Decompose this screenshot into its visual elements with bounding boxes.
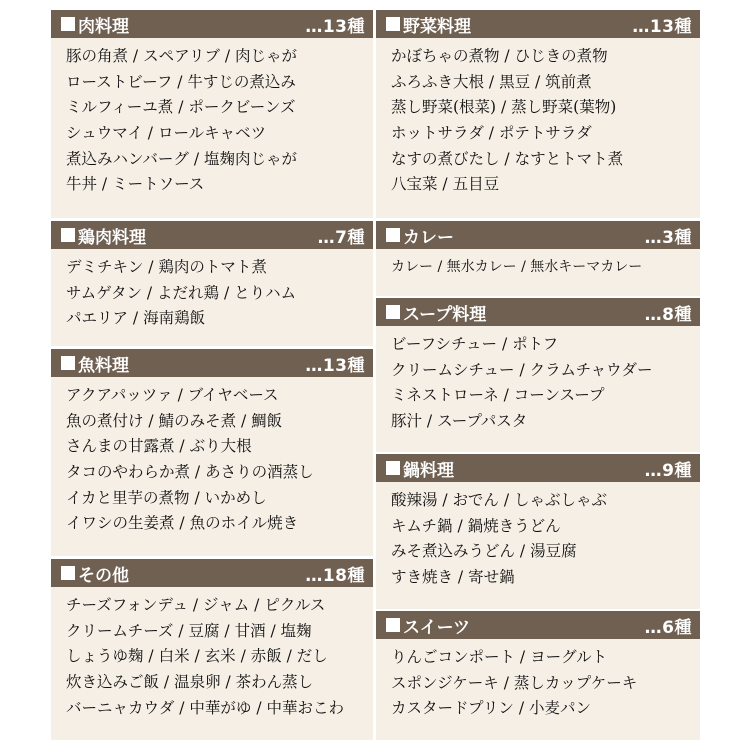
section-header <box>376 611 700 639</box>
section-header <box>376 10 700 38</box>
dish-line: すき焼き / 寄せ鍋 <box>391 568 515 587</box>
dish-line: チーズフォンデュ / ジャム / ピクルス <box>66 596 326 614</box>
dish-line: クリームシチュー / クラムチャウダー <box>391 360 653 379</box>
dish-line: 魚の煮付け / 鯖のみそ煮 / 鯛飯 <box>66 411 283 430</box>
section-count: …8種 <box>644 304 692 325</box>
section-header <box>51 349 373 377</box>
section-count: …13種 <box>632 16 692 37</box>
section-hotpot <box>376 454 700 609</box>
square-bullet-icon <box>386 618 400 632</box>
square-bullet-icon <box>61 566 75 580</box>
dish-line: イカと里芋の煮物 / いかめし <box>66 488 267 507</box>
dish-line: ミルフィーユ煮 / ポークビーンズ <box>66 98 296 117</box>
dish-line: ミネストローネ / コーンスープ <box>391 386 605 405</box>
dish-line: ふろふき大根 / 黒豆 / 筑前煮 <box>391 72 592 91</box>
section-title: 野菜料理 <box>403 16 471 37</box>
dish-line: 牛丼 / ミートソース <box>66 175 205 194</box>
section-curry <box>376 221 700 296</box>
section-header <box>51 221 373 249</box>
section-count: …6種 <box>644 617 692 638</box>
dish-line: イワシの生姜煮 / 魚のホイル焼き <box>66 514 299 533</box>
dish-line: キムチ鍋 / 鍋焼きうどん <box>391 516 561 535</box>
dish-line: りんごコンポート / ヨーグルト <box>391 648 608 666</box>
dish-line: デミチキン / 鶏肉のトマト煮 <box>66 258 267 276</box>
section-title: 鶏肉料理 <box>78 227 146 248</box>
section-vegetables <box>376 10 700 218</box>
dish-line: クリームチーズ / 豆腐 / 甘酒 / 塩麹 <box>66 621 312 640</box>
section-count: …3種 <box>644 227 692 248</box>
dish-line: サムゲタン / よだれ鶏 / とりハム <box>66 283 297 302</box>
dish-line: タコのやわらか煮 / あさりの酒蒸し <box>66 463 314 482</box>
section-title: 鍋料理 <box>403 460 454 481</box>
section-title: スイーツ <box>403 617 470 638</box>
section-chicken <box>51 221 373 346</box>
square-bullet-icon <box>386 461 400 475</box>
dish-line: 豚汁 / スープパスタ <box>391 412 528 431</box>
dish-line: バーニャカウダ / 中華がゆ / 中華おこわ <box>66 698 344 717</box>
section-count: …18種 <box>305 565 365 586</box>
dish-line: パエリア / 海南鶏飯 <box>66 309 206 328</box>
dish-line: シュウマイ / ロールキャベツ <box>66 124 267 143</box>
square-bullet-icon <box>386 305 400 319</box>
section-title: 魚料理 <box>78 355 129 376</box>
dish-line: しょうゆ麹 / 白米 / 玄米 / 赤飯 / だし <box>66 647 328 666</box>
dish-line: さんまの甘露煮 / ぶり大根 <box>66 437 252 456</box>
dish-line: ホットサラダ / ポテトサラダ <box>391 124 592 143</box>
dish-line: 蒸し野菜(根菜) / 蒸し野菜(葉物) <box>391 98 617 117</box>
section-other <box>51 559 373 740</box>
section-header <box>376 454 700 482</box>
dish-line: かぼちゃの煮物 / ひじきの煮物 <box>391 47 608 65</box>
dish-line: ビーフシチュー / ポトフ <box>391 335 559 353</box>
dish-line: カレー / 無水カレー / 無水キーマカレー <box>391 259 643 275</box>
dish-line: 炊き込みご飯 / 温泉卵 / 茶わん蒸し <box>66 673 314 692</box>
dish-line: 煮込みハンバーグ / 塩麹肉じゃが <box>66 149 297 168</box>
section-soup <box>376 298 700 452</box>
square-bullet-icon <box>61 356 75 370</box>
section-sweets <box>376 611 700 740</box>
dish-line: アクアパッツァ / ブイヤベース <box>66 386 279 404</box>
section-header <box>376 298 700 326</box>
section-meat <box>51 10 373 218</box>
section-title: スープ料理 <box>403 304 487 325</box>
section-title: その他 <box>78 565 129 586</box>
dish-line: ローストビーフ / 牛すじの煮込み <box>66 72 296 91</box>
section-count: …9種 <box>644 460 692 481</box>
section-header <box>51 559 373 587</box>
dish-line: スポンジケーキ / 蒸しカップケーキ <box>391 673 638 692</box>
section-fish <box>51 349 373 556</box>
section-title: 肉料理 <box>78 16 129 37</box>
dish-line: 酸辣湯 / おでん / しゃぶしゃぶ <box>391 491 607 509</box>
dish-line: カスタードプリン / 小麦パン <box>391 699 591 718</box>
dish-line: なすの煮びたし / なすとトマト煮 <box>391 149 624 168</box>
dish-line: みそ煮込みうどん / 湯豆腐 <box>391 542 577 561</box>
square-bullet-icon <box>61 17 75 31</box>
section-header <box>51 10 373 38</box>
square-bullet-icon <box>386 17 400 31</box>
section-count: …13種 <box>305 355 365 376</box>
square-bullet-icon <box>61 228 75 242</box>
dish-line: 八宝菜 / 五目豆 <box>391 175 500 194</box>
section-title: カレー <box>403 227 454 248</box>
section-header <box>376 221 700 249</box>
dish-line: 豚の角煮 / スペアリブ / 肉じゃが <box>66 47 298 65</box>
square-bullet-icon <box>386 228 400 242</box>
section-count: …7種 <box>317 227 365 248</box>
section-count: …13種 <box>305 16 365 37</box>
